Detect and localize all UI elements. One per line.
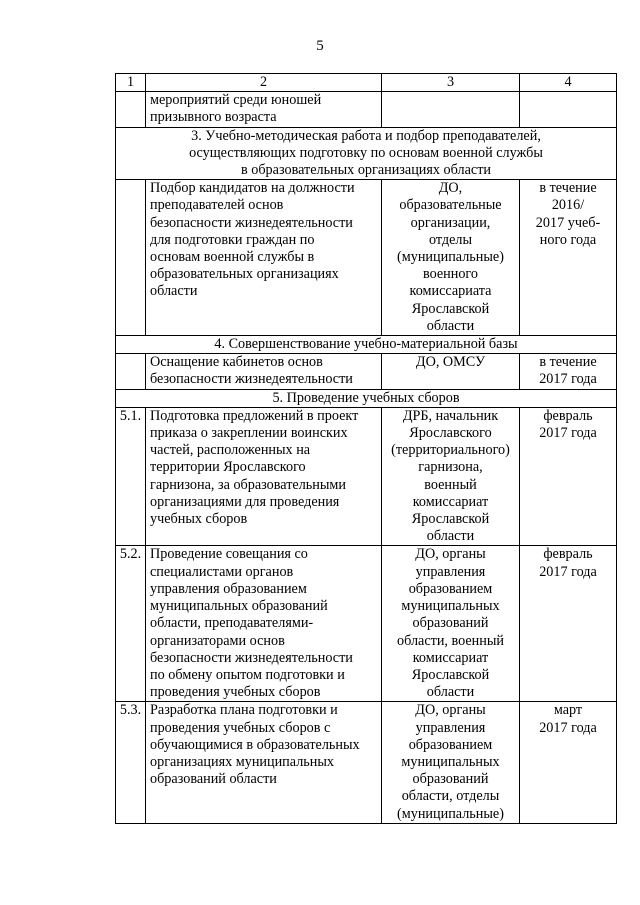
table-row [116,702,617,823]
table-row [116,354,617,389]
row-number [116,180,146,336]
section-heading-row [116,127,617,180]
row-number [116,92,146,127]
header-col-3: 3 [382,74,520,92]
section-5-title: 5. Проведение учебных сборов [116,389,617,407]
row-activity: Подготовка предложений в проект приказа о закреплении воинских частей, расположенных на территории Ярославского гарнизона, за образовательными организациями для проведения учебных сборов [146,407,382,546]
row-number: 5.2. [116,546,146,702]
row-term: февраль 2017 года [520,407,617,546]
section-3-title: 3. Учебно-методическая работа и подбор преподавателей, осуществляющих подготовку по основам военной службы в образовательных организациях области [116,127,617,180]
row-responsible: ДО, ОМСУ [382,354,520,389]
table-row [116,546,617,702]
row-responsible [382,92,520,127]
row-term: в течение 2016/ 2017 учеб- ного года [520,180,617,336]
row-number [116,354,146,389]
header-col-1: 1 [116,74,146,92]
row-term: март 2017 года [520,702,617,823]
row-term: февраль 2017 года [520,546,617,702]
row-term: в течение 2017 года [520,354,617,389]
table-row [116,92,617,127]
row-activity: мероприятий среди юношей призывного возраста [146,92,382,127]
row-activity: Подбор кандидатов на должности преподавателей основ безопасности жизнедеятельности для подготовки граждан по основам военной службы в образовательных организациях области [146,180,382,336]
row-term [520,92,617,127]
row-activity: Оснащение кабинетов основ безопасности жизнедеятельности [146,354,382,389]
section-heading-row [116,389,617,407]
row-responsible: ДО, органы управления образованием муниципальных образований области, отделы (муниципальные) [382,702,520,823]
header-col-4: 4 [520,74,617,92]
table-header-row [116,74,617,92]
plan-table [115,73,617,824]
row-responsible: ДО, образовательные организации, отделы (муниципальные) военного комиссариата Ярославской области [382,180,520,336]
row-number: 5.1. [116,407,146,546]
section-heading-row [116,336,617,354]
table-row [116,407,617,546]
row-number: 5.3. [116,702,146,823]
section-4-title: 4. Совершенствование учебно-материальной базы [116,336,617,354]
row-activity: Разработка плана подготовки и проведения учебных сборов с обучающимися в образовательных организациях муниципальных образований области [146,702,382,823]
row-responsible: ДРБ, начальник Ярославского (территориального) гарнизона, военный комиссариат Ярославской области [382,407,520,546]
row-activity: Проведение совещания со специалистами органов управления образованием муниципальных образований области, преподавателями- организаторами основ безопасности жизнедеятельности по обмену опытом подготовки и проведения учебных сборов [146,546,382,702]
header-col-2: 2 [146,74,382,92]
page-number: 5 [316,38,324,54]
table-row [116,180,617,336]
row-responsible: ДО, органы управления образованием муниципальных образований области, военный комиссариат Ярославской области [382,546,520,702]
